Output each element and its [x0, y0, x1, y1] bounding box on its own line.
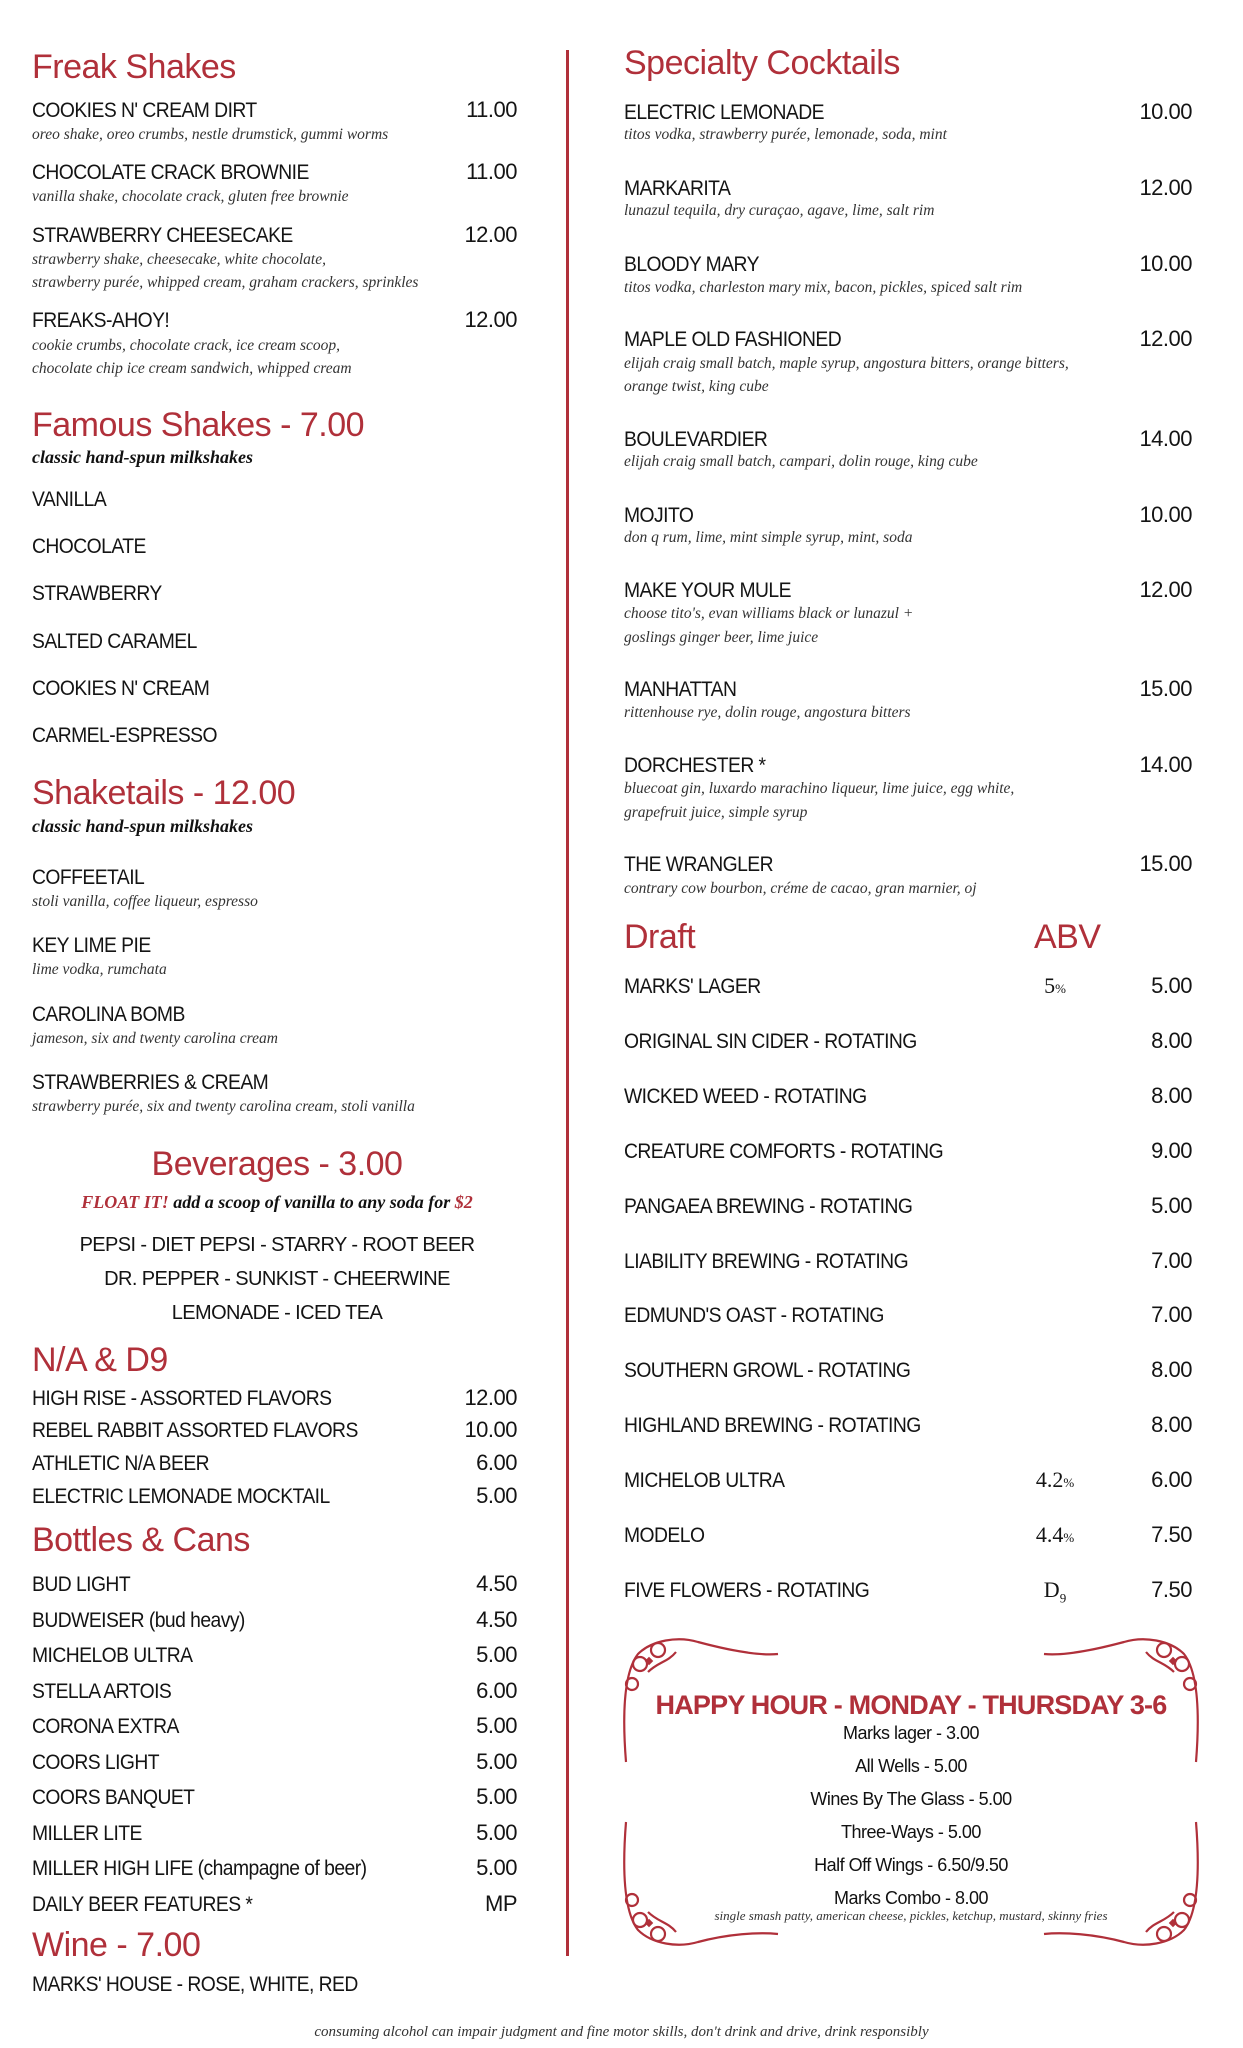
beverage-line: LEMONADE - ICED TEA — [171, 1302, 383, 1324]
draft-item-price: 8.00 — [1151, 1357, 1192, 1382]
menu-item-name: STELLA ARTOIS — [32, 1680, 172, 1703]
menu-item-price: 10.00 — [1139, 502, 1192, 527]
menu-item-price: 12.00 — [1139, 326, 1192, 351]
menu-item-price: 11.00 — [466, 159, 517, 184]
menu-item-description: orange twist, king cube — [624, 378, 769, 395]
menu-item-name: MARKARITA — [624, 177, 731, 200]
float-it-price: $2 — [454, 1192, 473, 1212]
menu-item-price: 4.50 — [476, 1607, 517, 1632]
menu-item-description: contrary cow bourbon, créme de cacao, gran marnier, oj — [624, 880, 977, 897]
menu-item-description: grapefruit juice, simple syrup — [624, 804, 808, 821]
menu-item-description: lime vodka, rumchata — [32, 961, 167, 978]
section-title-draft: Draft — [624, 918, 696, 956]
menu-item-name: FREAKS-AHOY! — [32, 309, 170, 332]
menu-item-name: MILLER LITE — [32, 1822, 142, 1845]
menu-item-description: strawberry purée, six and twenty carolina cream, stoli vanilla — [32, 1098, 415, 1115]
menu-item-name: SALTED CARAMEL — [32, 630, 197, 653]
menu-item-description: lunazul tequila, dry curaçao, agave, lime, salt rim — [624, 202, 935, 219]
menu-item-name: CAROLINA BOMB — [32, 1003, 185, 1026]
abv-value: D — [1043, 1577, 1060, 1602]
float-it-note — [32, 1193, 522, 1211]
menu-item-name: MICHELOB ULTRA — [32, 1644, 193, 1667]
happy-hour-item: Marks Combo - 8.00 — [833, 1888, 989, 1908]
section-title-bottles-cans: Bottles & Cans — [32, 1521, 250, 1559]
happy-hour-item: Three-Ways - 5.00 — [841, 1822, 981, 1842]
draft-item-price: 7.00 — [1151, 1248, 1192, 1273]
menu-item-price: 14.00 — [1139, 752, 1192, 777]
section-title-freak-shakes: Freak Shakes — [32, 48, 236, 86]
menu-item-name: CHOCOLATE CRACK BROWNIE — [32, 161, 309, 184]
menu-item-price: 10.00 — [464, 1417, 517, 1442]
menu-item-description: stoli vanilla, coffee liqueur, espresso — [32, 893, 258, 910]
menu-item-price: 5.00 — [476, 1784, 517, 1809]
menu-item-price: 15.00 — [1139, 676, 1192, 701]
abv-value: 5 — [1044, 973, 1056, 998]
menu-item-description: strawberry purée, whipped cream, graham crackers, sprinkles — [32, 274, 419, 291]
happy-hour-combo-description: single smash patty, american cheese, pickles, ketchup, mustard, skinny fries — [714, 1908, 1108, 1923]
draft-item-name: WICKED WEED - ROTATING — [624, 1085, 867, 1108]
menu-item-price: 5.00 — [476, 1713, 517, 1738]
menu-item-price: 12.00 — [1139, 175, 1192, 200]
menu-item-name: COORS BANQUET — [32, 1786, 195, 1809]
menu-item-name: MANHATTAN — [624, 678, 737, 701]
menu-item-price: 10.00 — [1139, 99, 1192, 124]
menu-item-description: titos vodka, charleston mary mix, bacon, pickles, spiced salt rim — [624, 279, 1023, 296]
abv-value: 4.2 — [1035, 1467, 1064, 1492]
menu-item-name: BOULEVARDIER — [624, 428, 768, 451]
abv-value: 4.4 — [1035, 1522, 1064, 1547]
happy-hour-item: All Wells - 5.00 — [855, 1756, 967, 1776]
menu-item-description: chocolate chip ice cream sandwich, whipped cream — [32, 360, 352, 377]
draft-item-price: 8.00 — [1151, 1412, 1192, 1437]
section-subtitle: classic hand-spun milkshakes — [32, 816, 254, 836]
draft-item-name: CREATURE COMFORTS - ROTATING — [624, 1140, 944, 1163]
menu-item-name: KEY LIME PIE — [32, 934, 151, 957]
abv-unit: % — [1055, 981, 1066, 996]
menu-item-name: HIGH RISE - ASSORTED FLAVORS — [32, 1387, 332, 1410]
menu-item-name: BUD LIGHT — [32, 1573, 131, 1596]
menu-item-description: choose tito's, evan williams black or lunazul + — [624, 605, 914, 622]
draft-item-name: ORIGINAL SIN CIDER - ROTATING — [624, 1030, 917, 1053]
draft-item-price: 6.00 — [1151, 1467, 1192, 1492]
menu-item-price: 6.00 — [476, 1678, 517, 1703]
draft-item-name: SOUTHERN GROWL - ROTATING — [624, 1359, 911, 1382]
menu-item-name: MARKS' HOUSE - ROSE, WHITE, RED — [32, 1973, 358, 1996]
draft-item-price: 7.50 — [1151, 1577, 1192, 1602]
section-title-shaketails: Shaketails - 12.00 — [32, 774, 296, 812]
menu-item-description: vanilla shake, chocolate crack, gluten free brownie — [32, 188, 349, 205]
menu-item-name: CHOCOLATE — [32, 535, 146, 558]
draft-item-price: 9.00 — [1151, 1138, 1192, 1163]
menu-item-name: COOKIES N' CREAM — [32, 677, 210, 700]
section-subtitle: classic hand-spun milkshakes — [32, 447, 254, 467]
menu-item-price: 12.00 — [464, 307, 517, 332]
menu-item-description: elijah craig small batch, campari, dolin rouge, king cube — [624, 453, 978, 470]
menu-item-description: cookie crumbs, chocolate crack, ice cream scoop, — [32, 337, 341, 354]
menu-item-name: DAILY BEER FEATURES * — [32, 1893, 253, 1916]
menu-item-name: STRAWBERRY — [32, 582, 162, 605]
beverage-line: DR. PEPPER - SUNKIST - CHEERWINE — [104, 1268, 450, 1290]
draft-item-price: 7.00 — [1151, 1302, 1192, 1327]
menu-item-name: MAPLE OLD FASHIONED — [624, 328, 842, 351]
menu-item-description: bluecoat gin, luxardo marachino liqueur, lime juice, egg white, — [624, 780, 1015, 797]
section-title-beverages: Beverages - 3.00 — [151, 1145, 403, 1183]
menu-item-name: REBEL RABBIT ASSORTED FLAVORS — [32, 1419, 358, 1442]
menu-item-price: 12.00 — [1139, 577, 1192, 602]
menu-item-name: COORS LIGHT — [32, 1751, 160, 1774]
draft-item-price: 5.00 — [1151, 1193, 1192, 1218]
menu-item-description: strawberry shake, cheesecake, white chocolate, — [32, 251, 326, 268]
abv-unit: % — [1063, 1530, 1075, 1545]
abv-subscript: 9 — [1059, 1590, 1067, 1606]
draft-item-name: MICHELOB ULTRA — [624, 1469, 785, 1492]
menu-item-name: BUDWEISER (bud heavy) — [32, 1609, 245, 1632]
menu-item-price: 4.50 — [476, 1571, 517, 1596]
menu-item-name: COOKIES N' CREAM DIRT — [32, 99, 257, 122]
menu-item-price: 5.00 — [476, 1642, 517, 1667]
menu-item-name: BLOODY MARY — [624, 253, 759, 276]
section-title-na-d9: N/A & D9 — [32, 1341, 168, 1379]
menu-item-price: 5.00 — [476, 1855, 517, 1880]
menu-item-description: goslings ginger beer, lime juice — [624, 629, 819, 646]
menu-item-price: 14.00 — [1139, 426, 1192, 451]
happy-hour-box — [618, 1632, 1204, 1952]
happy-hour-item: Wines By The Glass - 5.00 — [810, 1789, 1012, 1809]
beverage-line: PEPSI - DIET PEPSI - STARRY - ROOT BEER — [79, 1234, 475, 1256]
menu-item-price: 10.00 — [1139, 251, 1192, 276]
float-it-text: add a scoop of vanilla to any soda for — [168, 1192, 455, 1212]
menu-item-price: 5.00 — [476, 1820, 517, 1845]
menu-item-price: 12.00 — [464, 222, 517, 247]
menu-item-price: 11.00 — [466, 97, 517, 122]
draft-item-name: MODELO — [624, 1524, 705, 1547]
section-title-wine: Wine - 7.00 — [32, 1926, 201, 1964]
menu-item-name: THE WRANGLER — [624, 853, 774, 876]
abv-column-header: ABV — [1034, 918, 1101, 956]
menu-item-description: don q rum, lime, mint simple syrup, mint, soda — [624, 529, 913, 546]
draft-item-price: 8.00 — [1151, 1083, 1192, 1108]
menu-item-name: MILLER HIGH LIFE (champagne of beer) — [32, 1857, 367, 1880]
menu-item-name: VANILLA — [32, 488, 107, 511]
menu-item-description: elijah craig small batch, maple syrup, angostura bitters, orange bitters, — [624, 355, 1069, 372]
float-it-label: FLOAT IT! — [81, 1192, 169, 1212]
menu-item-name: CARMEL-ESPRESSO — [32, 724, 217, 747]
menu-item-price: 6.00 — [476, 1450, 517, 1475]
menu-item-description: rittenhouse rye, dolin rouge, angostura bitters — [624, 704, 911, 721]
alcohol-disclaimer: consuming alcohol can impair judgment and fine motor skills, don't drink and drive, drink responsibly — [314, 2024, 929, 2040]
draft-item-price: 5.00 — [1151, 973, 1192, 998]
happy-hour-item: Marks lager - 3.00 — [842, 1723, 980, 1743]
menu-item-name: ELECTRIC LEMONADE — [624, 101, 824, 124]
draft-item-name: LIABILITY BREWING - ROTATING — [624, 1250, 909, 1273]
section-title-specialty-cocktails: Specialty Cocktails — [624, 44, 900, 82]
draft-item-name: MARKS' LAGER — [624, 975, 761, 998]
menu-item-price: MP — [485, 1891, 517, 1916]
menu-item-name: DORCHESTER * — [624, 754, 766, 777]
column-divider — [566, 50, 569, 1956]
menu-item-description: oreo shake, oreo crumbs, nestle drumstick, gummi worms — [32, 126, 389, 143]
menu-item-description: titos vodka, strawberry purée, lemonade, soda, mint — [624, 126, 947, 143]
menu-item-name: CORONA EXTRA — [32, 1715, 179, 1738]
menu-item-name: ATHLETIC N/A BEER — [32, 1452, 210, 1475]
section-title-famous-shakes: Famous Shakes - 7.00 — [32, 406, 365, 444]
menu-item-name: MAKE YOUR MULE — [624, 579, 791, 602]
menu-item-name: STRAWBERRIES & CREAM — [32, 1071, 269, 1094]
draft-item-name: EDMUND'S OAST - ROTATING — [624, 1304, 884, 1327]
menu-item-price: 15.00 — [1139, 851, 1192, 876]
menu-item-description: jameson, six and twenty carolina cream — [32, 1030, 278, 1047]
menu-item-name: ELECTRIC LEMONADE MOCKTAIL — [32, 1485, 330, 1508]
draft-item-name: FIVE FLOWERS - ROTATING — [624, 1579, 870, 1602]
draft-item-price: 7.50 — [1151, 1522, 1192, 1547]
menu-item-price: 5.00 — [476, 1483, 517, 1508]
menu-item-price: 12.00 — [464, 1385, 517, 1410]
abv-unit: % — [1063, 1475, 1075, 1490]
draft-item-price: 8.00 — [1151, 1028, 1192, 1053]
draft-item-name: HIGHLAND BREWING - ROTATING — [624, 1414, 921, 1437]
menu-item-name: MOJITO — [624, 504, 694, 527]
draft-item-name: PANGAEA BREWING - ROTATING — [624, 1195, 913, 1218]
happy-hour-title: HAPPY HOUR - MONDAY - THURSDAY 3-6 — [655, 1690, 1167, 1720]
menu-item-price: 5.00 — [476, 1749, 517, 1774]
menu-item-name: COFFEETAIL — [32, 866, 145, 889]
menu-item-name: STRAWBERRY CHEESECAKE — [32, 224, 293, 247]
happy-hour-item: Half Off Wings - 6.50/9.50 — [814, 1855, 1008, 1875]
